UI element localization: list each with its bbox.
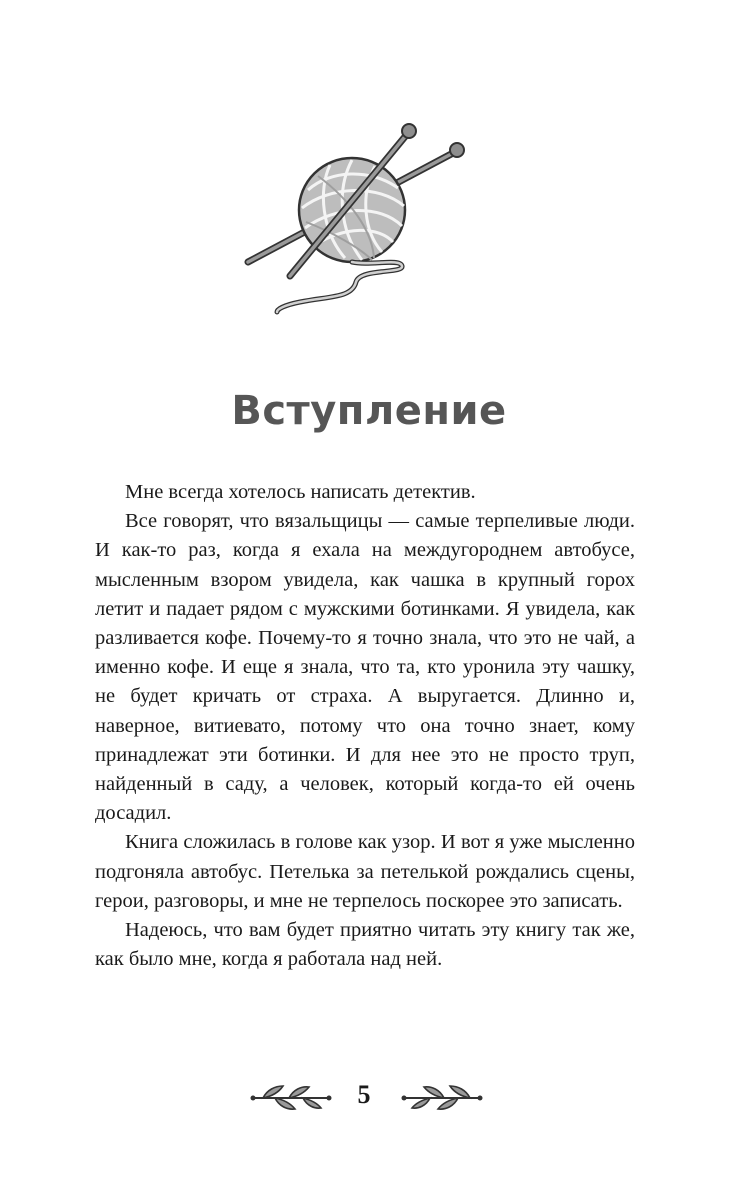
paragraph: Книга сложилась в голове как узор. И вот я уже мысленно подгоняла автобус. Петелька за петелькой рождались сцены, герои, разговоры, и мне не терпелось поскорее это записать. [95,831,635,912]
body-text [95,478,635,974]
paragraph: Мне всегда хотелось написать детектив. [125,481,476,503]
leaf-branch-icon [245,1078,335,1118]
yarn-ball-with-knitting-needles-icon [0,0,738,340]
paragraph: Все говорят, что вязальщицы — самые терпеливые люди. И как-то раз, когда я ехала на междугороднем автобусе, мысленным взором увидела, как чашка в крупный горох летит и падает рядом с мужскими ботинками. Я увидела, как разливается кофе. Почему-то я точно знала, что это не чай, а именно кофе. И еще я знала, что та, кто уронила эту чашку, не будет кричать от страха. А выругается. Длинно и, наверное, витиевато, потому что она точно знает, кому принадлежат эти ботинки. И для нее это не просто труп, найденный в саду, а человек, который когда-то ей очень досадил. [95,510,635,825]
paragraph: Надеюсь, что вам будет приятно читать эту книгу так же, как было мне, когда я работала над ней. [95,919,635,971]
chapter-title: Вступление [231,388,507,434]
leaf-branch-icon [398,1078,488,1118]
page-number: 5 [357,1080,371,1109]
